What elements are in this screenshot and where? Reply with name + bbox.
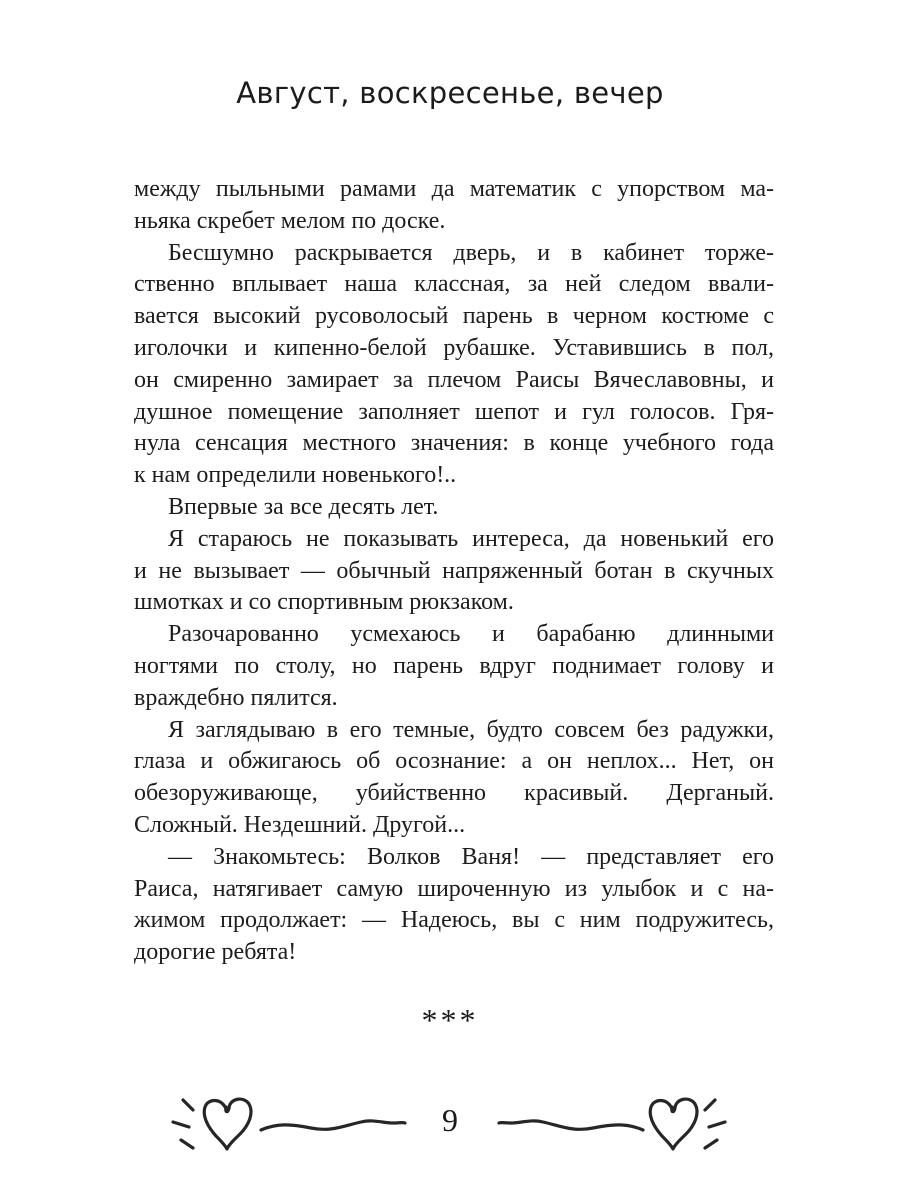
text-line: ногтями по столу, но парень вдруг поднимает голову и [134,652,774,679]
text-line: к нам определили новенького!.. [134,462,457,489]
text-line: враждебно пялится. [134,684,338,711]
text-line: жимом продолжает: — Надеюсь, вы с ним подружитесь, [134,907,774,934]
text-line: Разочарованно усмехаюсь и барабаню длинными [168,621,774,648]
page-number: 9 [442,1102,458,1138]
text-line: между пыльными рамами да математик с упорством ма- [134,176,774,202]
text-line: иголочки и кипенно-белой рубашке. Уставившись в пол, [134,334,774,361]
text-line: ньяка скребет мелом по доске. [134,207,446,234]
body-text [134,174,774,969]
text-line: шмотках и со спортивным рюкзаком. [134,589,514,616]
text-line: обезоруживающе, убийственно красивый. Дерганый. [134,780,774,807]
heart-icon [646,1094,702,1152]
section-divider: *** [421,1002,479,1038]
text-line: дорогие ребята! [134,939,297,966]
text-line: глаза и обжигаюсь об осознание: а он неплох... Нет, он [134,748,774,775]
chapter-title: Август, воскресенье, вечер [236,76,664,110]
text-line: Сложный. Нездешний. Другой... [134,811,466,838]
page-footer [0,1086,900,1166]
text-line: он смиренно замирает за плечом Раисы Вячеславовны, и [134,366,774,393]
sparkle-icon [701,1098,727,1150]
text-line: — Знакомьтесь: Волков Ваня! — представляет его [168,843,774,870]
text-line: Я стараюсь не показывать интереса, да новенький его [168,525,774,552]
text-line: ственно вплывает наша классная, за ней следом ввали- [134,271,774,298]
text-line: и не вызывает — обычный напряженный ботан в скучных [134,557,774,584]
text-line: Раиса, натягивает самую широченную из улыбок и с на- [134,875,774,902]
text-line: вается высокий русоволосый парень в черном костюме с [134,303,774,330]
wave-line [497,1115,645,1135]
text-line: Впервые за все десять лет. [168,493,439,520]
text-line: Я заглядываю в его темные, будто совсем без радужки, [168,716,774,743]
text-line: нула сенсация местного значения: в конце учебного года [134,430,774,457]
text-line: Бесшумно раскрывается дверь, и в кабинет торже- [168,239,774,266]
text-line: душное помещение заполняет шепот и гул голосов. Гря- [134,398,774,425]
